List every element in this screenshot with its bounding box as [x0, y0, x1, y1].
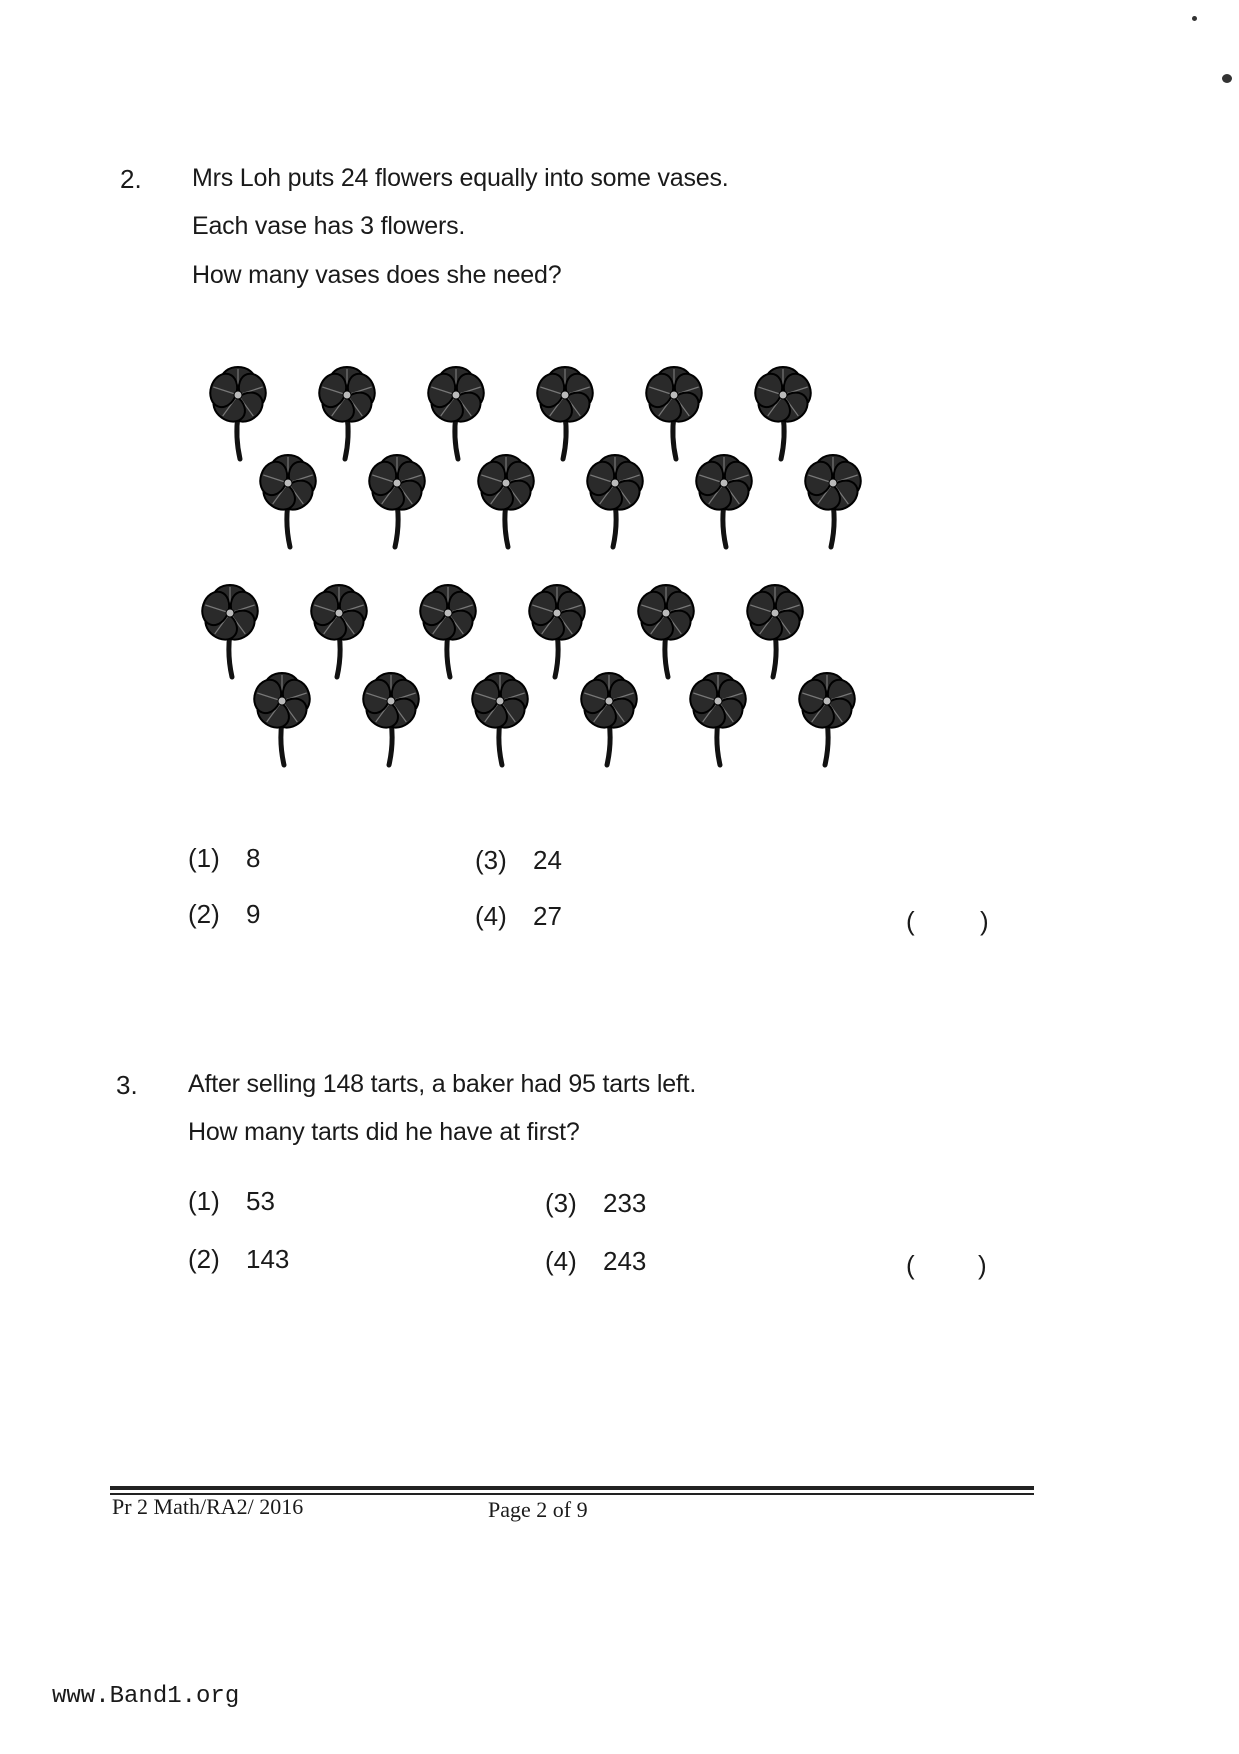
- option-value: 53: [246, 1186, 275, 1216]
- option-label: (4): [475, 901, 507, 931]
- flower-icon: [642, 367, 706, 459]
- flower-icon: [315, 367, 379, 459]
- option-4: [545, 1246, 646, 1277]
- flower-icon: [743, 585, 807, 677]
- option-label: (4): [545, 1246, 577, 1276]
- answer-bracket-open: (: [906, 906, 915, 936]
- question-text-line: How many vases does she need?: [192, 261, 562, 289]
- option-value: 9: [246, 899, 261, 929]
- question-text-line: Each vase has 3 flowers.: [192, 212, 466, 240]
- option-1: [188, 1186, 275, 1217]
- option-value: 243: [603, 1246, 647, 1276]
- option-value: 24: [533, 845, 562, 875]
- flower-icon: [577, 673, 641, 765]
- question-text-line: Mrs Loh puts 24 flowers equally into some vases.: [192, 164, 729, 192]
- option-value: 233: [603, 1188, 647, 1218]
- scan-speck: [1192, 16, 1197, 21]
- question-text-line: After selling 148 tarts, a baker had 95 tarts left.: [188, 1070, 697, 1098]
- flower-icon: [801, 455, 865, 547]
- flower-icon: [795, 673, 859, 765]
- answer-bracket-close: ): [978, 1250, 987, 1280]
- flower-icon: [686, 673, 750, 765]
- flower-icon: [416, 585, 480, 677]
- option-3: [545, 1188, 646, 1219]
- answer-bracket-close: ): [980, 906, 989, 936]
- option-1: [188, 843, 260, 874]
- option-label: (2): [188, 899, 220, 929]
- flower-icon: [634, 585, 698, 677]
- flower-icon: [533, 367, 597, 459]
- option-4: [475, 901, 562, 932]
- option-label: (3): [475, 845, 507, 875]
- footer-rule: [110, 1486, 1034, 1490]
- scan-speck: [1222, 74, 1232, 83]
- question-text-line: How many tarts did he have at first?: [188, 1118, 580, 1146]
- flower-icon: [256, 455, 320, 547]
- option-value: 27: [533, 901, 562, 931]
- footer-page-number: Page 2 of 9: [488, 1497, 588, 1522]
- question-number: 3.: [116, 1070, 138, 1100]
- option-3: [475, 845, 562, 876]
- flower-icon: [474, 455, 538, 547]
- footer-code: Pr 2 Math/RA2/ 2016: [112, 1494, 304, 1519]
- flower-icon: [250, 673, 314, 765]
- question-number: 2.: [120, 164, 142, 194]
- option-2: [188, 899, 260, 930]
- option-label: (1): [188, 1186, 220, 1216]
- answer-bracket-open: (: [906, 1250, 915, 1280]
- option-2: [188, 1244, 289, 1275]
- option-label: (1): [188, 843, 220, 873]
- flower-icon: [424, 367, 488, 459]
- flower-icon: [692, 455, 756, 547]
- flower-icon: [365, 455, 429, 547]
- flower-icon: [525, 585, 589, 677]
- flowers-illustration: [200, 345, 940, 785]
- flower-icon: [307, 585, 371, 677]
- option-value: 8: [246, 843, 261, 873]
- option-value: 143: [246, 1244, 290, 1274]
- flower-icon: [751, 367, 815, 459]
- flower-icon: [359, 673, 423, 765]
- watermark: www.Band1.org: [52, 1683, 240, 1710]
- flower-icon: [206, 367, 270, 459]
- flower-icon: [200, 585, 262, 677]
- flower-icon: [583, 455, 647, 547]
- option-label: (3): [545, 1188, 577, 1218]
- option-label: (2): [188, 1244, 220, 1274]
- flower-icon: [468, 673, 532, 765]
